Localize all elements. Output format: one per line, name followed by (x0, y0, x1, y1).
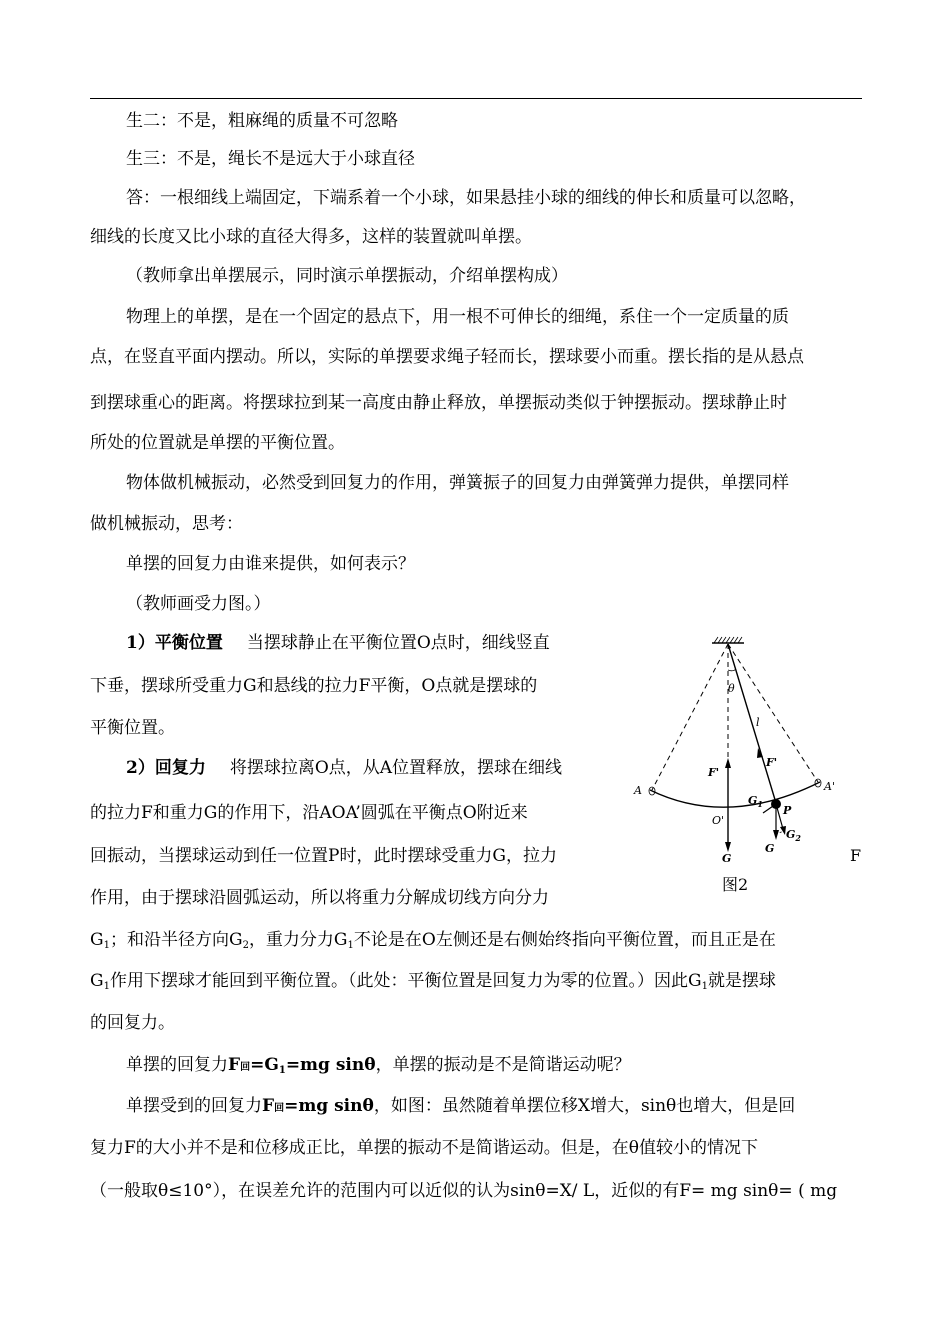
paragraph-line: 的回复力。 (90, 1013, 175, 1033)
paragraph-line: 物理上的单摆，是在一个固定的悬点下，用一根不可伸长的细绳，系住一个一定质量的质 (126, 307, 789, 327)
point-A-label: A (634, 784, 642, 797)
paragraph-text: 将摆球拉离O点，从A位置释放，摆球在细线 (229, 758, 563, 778)
length-label: l (756, 716, 760, 729)
component-G2-label: $G_2$ (786, 828, 801, 843)
figure-caption: 图2 (722, 875, 749, 894)
force-F-prime-left-label: F' (708, 766, 720, 779)
paragraph-line: $G_1$；和沿半径方向$G_2$，重力分力$G_1$不论是在O左侧还是右侧始终指向平衡位置，而且正是在 (90, 930, 776, 951)
point-A-prime-label: A' (824, 780, 835, 793)
paragraph-line: 物体做机械振动，必然受到回复力的作用，弹簧振子的回复力由弹簧弹力提供，单摆同样 (126, 473, 789, 493)
pendulum-diagram (628, 630, 854, 880)
heading-equilibrium: 1）平衡位置 (126, 633, 223, 653)
paragraph-line: 单摆的回复力由谁来提供，如何表示？ (126, 554, 415, 574)
force-F-prime-right-label: F' (766, 756, 778, 769)
point-P-label: P (783, 804, 792, 817)
paragraph-text: 当摆球静止在平衡位置O点时，细线竖直 (246, 633, 550, 653)
component-G1-label: $G_1$ (748, 794, 763, 809)
paragraph-line: 回振动，当摆球运动到任一位置P时，此时摆球受重力G，拉力 (90, 846, 558, 866)
paragraph-line: 作用，由于摆球沿圆弧运动，所以将重力分解成切线方向分力 (90, 888, 549, 908)
paragraph-line: 的拉力F和重力G的作用下，沿AOA’圆弧在平衡点O附近来 (90, 803, 528, 823)
paragraph-line: 所处的位置就是单摆的平衡位置。 (90, 433, 345, 453)
paragraph-line: 平衡位置。 (90, 718, 175, 738)
paragraph-line: 到摆球重心的距离。将摆球拉到某一高度由静止释放，单摆振动类似于钟摆振动。摆球静止时 (90, 393, 787, 413)
paragraph-line: 点，在竖直平面内摆动。所以，实际的单摆要求绳子轻而长，摆球要小而重。摆长指的是从悬点 (90, 347, 804, 367)
paragraph-line: （教师画受力图。） (126, 594, 271, 614)
paragraph-line: 答：一根细线上端固定，下端系着一个小球，如果悬挂小球的细线的伸长和质量可以忽略， (126, 188, 806, 208)
paragraph-line: （一般取θ≤10°），在误差允许的范围内可以近似的认为sinθ=X/ L，近似的有F= mg sinθ= ( mg (90, 1181, 838, 1201)
header-rule (90, 98, 862, 99)
paragraph-line: 下垂，摆球所受重力G和悬线的拉力F平衡，O点就是摆球的 (90, 676, 538, 696)
gravity-G-left-label: G (722, 852, 732, 865)
paragraph-line: 细线的长度又比小球的直径大得多，这样的装置就叫单摆。 (90, 227, 532, 247)
paragraph-line: 单摆受到的回复力F回=mg sinθ，如图：虽然随着单摆位移X增大，sinθ也增大，但是回 (126, 1096, 796, 1116)
paragraph-line (126, 757, 562, 779)
paragraph-line (126, 632, 550, 654)
paragraph-line: 生二：不是，粗麻绳的质量不可忽略 (126, 111, 398, 131)
heading-restoring-force: 2）回复力 (126, 758, 206, 778)
gravity-G-right-label: G (765, 842, 775, 855)
paragraph-line: 生三：不是，绳长不是远大于小球直径 (126, 149, 415, 169)
figure-side-letter: F (850, 846, 862, 865)
paragraph-line: $G_1$作用下摆球才能回到平衡位置。（此处：平衡位置是回复力为零的位置。）因此$G_1$就是摆球 (90, 971, 776, 992)
paragraph-line: 复力F的大小并不是和位移成正比，单摆的振动不是简谐运动。但是，在θ值较小的情况下 (90, 1138, 759, 1158)
paragraph-line: 做机械振动，思考： (90, 514, 243, 534)
paragraph-line: （教师拿出单摆展示，同时演示单摆振动，介绍单摆构成） (126, 266, 568, 286)
point-O-prime-label: O' (712, 814, 725, 827)
theta-label: θ (728, 682, 735, 695)
paragraph-line: 单摆的回复力F回$=G_1=mg$ sinθ，单摆的振动是不是简谐运动呢？ (126, 1055, 631, 1076)
